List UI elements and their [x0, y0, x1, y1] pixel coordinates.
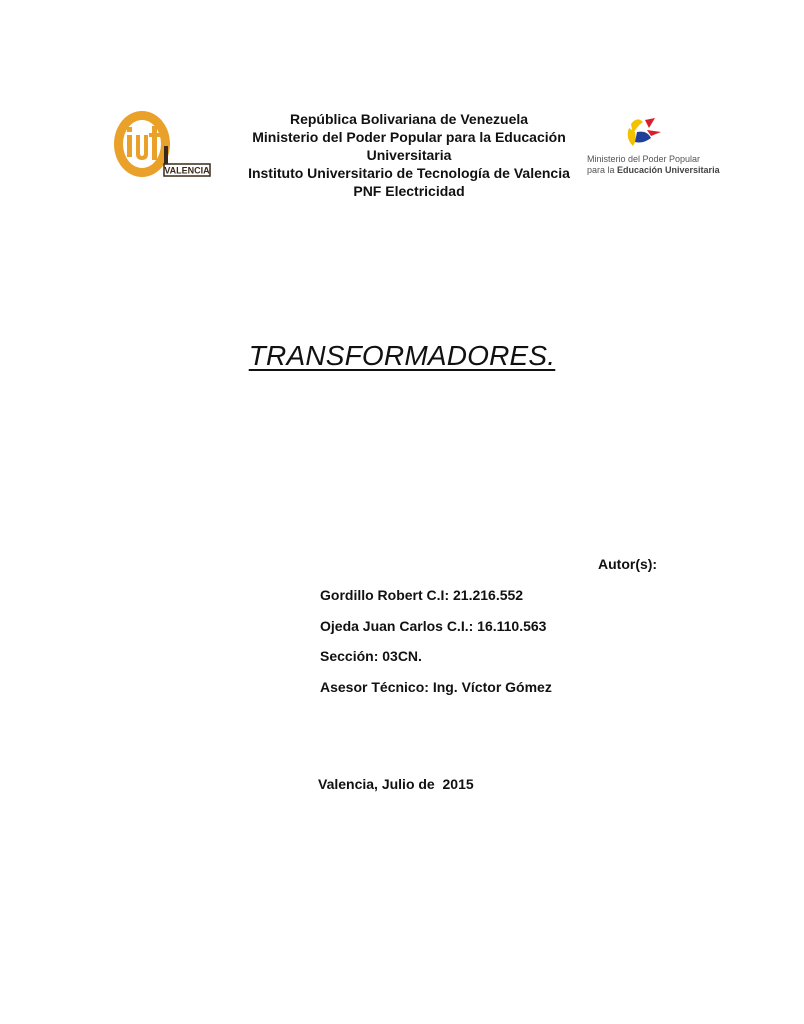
iutv-logo: [112, 108, 212, 184]
header-line-program: PNF Electricidad: [353, 183, 465, 199]
document-title-text: TRANSFORMADORES.: [248, 340, 556, 371]
author-info-list: [320, 586, 552, 708]
advisor-line: Asesor Técnico: Ing. Víctor Gómez: [320, 678, 552, 695]
institution-header: [200, 110, 618, 200]
author-line-1: Gordillo Robert C.I: 21.216.552: [320, 587, 524, 603]
mppeu-logo: [585, 114, 720, 180]
mppeu-line2-bold: Educación Universitaria: [617, 165, 720, 175]
mppeu-logo-text: [587, 154, 720, 176]
section-line: Sección: 03CN.: [320, 648, 422, 664]
header-line-ministry-cont: Universitaria: [366, 147, 452, 163]
iutv-logo-text: VALENCIA: [164, 165, 210, 176]
place-date: Valencia, Julio de 2015: [318, 776, 474, 792]
mppeu-line2-prefix: para la: [587, 165, 618, 175]
header-line-ministry: Ministerio del Poder Popular para la Educación: [252, 129, 566, 145]
document-title: [0, 340, 804, 372]
header-line-institute: Instituto Universitario de Tecnología de Valencia: [248, 165, 570, 181]
author-line-2: Ojeda Juan Carlos C.I.: 16.110.563: [320, 617, 547, 634]
mppeu-line1: Ministerio del Poder Popular: [587, 154, 701, 164]
authors-heading: Autor(s):: [598, 556, 658, 572]
header-line-republic: República Bolivariana de Venezuela: [289, 111, 529, 127]
